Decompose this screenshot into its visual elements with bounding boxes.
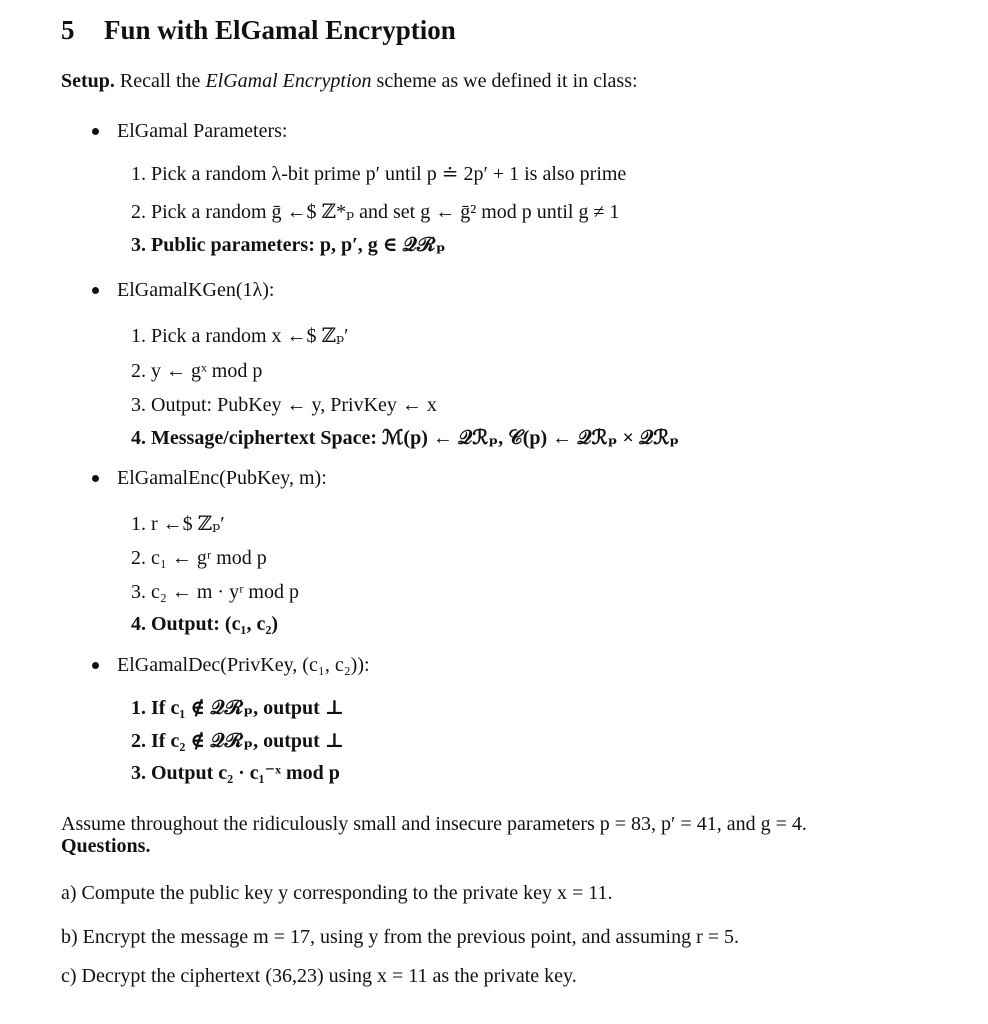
bullet-heading: ElGamalDec(PrivKey, (c₁, c₂)): bbox=[117, 654, 370, 676]
scheme-name: ElGamal Encryption bbox=[205, 70, 372, 92]
bullet-dot bbox=[92, 662, 99, 669]
questions-label: Questions. bbox=[61, 835, 151, 857]
list-item: 4. Message/ciphertext Space: ℳ(p) ← 𝒬ℛₚ, 𝒞(p) ← 𝒬ℛₚ × 𝒬ℛₚ bbox=[131, 427, 680, 449]
list-item: 2. If c₂ ∉ 𝒬ℛₚ, output ⊥ bbox=[131, 730, 345, 752]
question-b: b) Encrypt the message m = 17, using y from the previous point, and assuming r = 5. bbox=[61, 926, 740, 948]
question-a: a) Compute the public key y corresponding to the private key x = 11. bbox=[61, 882, 613, 904]
bullet-elgamal-parameters bbox=[92, 121, 692, 145]
assumption-text: Assume throughout the ridiculously small and insecure parameters p = 83, p′ = 41, and g = 4. bbox=[61, 813, 807, 835]
list-item: 3. c₂ ← m · yʳ mod p bbox=[131, 581, 299, 603]
section-number: 5 bbox=[61, 15, 75, 45]
setup-text-after: scheme as we defined it in class: bbox=[376, 70, 638, 92]
list-item: 1. r ←$ ℤₚ′ bbox=[131, 513, 225, 535]
section-heading bbox=[61, 17, 661, 49]
list-item: 1. Pick a random λ-bit prime p′ until p ≐ 2p′ + 1 is also prime bbox=[131, 163, 627, 185]
question-c: c) Decrypt the ciphertext (36,23) using x = 11 as the private key. bbox=[61, 965, 577, 987]
list-item: 1. If c₁ ∉ 𝒬ℛₚ, output ⊥ bbox=[131, 697, 345, 719]
list-item: 2. c₁ ← gʳ mod p bbox=[131, 547, 267, 569]
bullet-dot bbox=[92, 128, 99, 135]
list-item: 3. Output: PubKey ← y, PrivKey ← x bbox=[131, 394, 437, 416]
setup-text-before: Recall the bbox=[119, 70, 201, 92]
list-item: 4. Output: (c₁, c₂) bbox=[131, 613, 278, 635]
bullet-elgamal-enc bbox=[92, 468, 692, 492]
list-item: 3. Output c₂ · c₁⁻ˣ mod p bbox=[131, 762, 340, 784]
setup-label: Setup. bbox=[61, 70, 115, 92]
setup-paragraph bbox=[61, 71, 638, 91]
bullet-elgamal-dec bbox=[92, 655, 692, 679]
list-item: 2. Pick a random ḡ ←$ ℤ*ₚ and set g ← ḡ² mod p until g ≠ 1 bbox=[131, 201, 620, 223]
list-item: 1. Pick a random x ←$ ℤₚ′ bbox=[131, 325, 349, 347]
section-title: Fun with ElGamal Encryption bbox=[104, 15, 456, 45]
list-item: 3. Public parameters: p, p′, g ∈ 𝒬ℛₚ bbox=[131, 234, 446, 256]
list-item: 2. y ← gˣ mod p bbox=[131, 360, 263, 382]
bullet-dot bbox=[92, 475, 99, 482]
bullet-dot bbox=[92, 287, 99, 294]
bullet-heading: ElGamal Parameters: bbox=[117, 120, 288, 142]
bullet-heading: ElGamalKGen(1λ): bbox=[117, 279, 275, 301]
bullet-elgamal-kgen bbox=[92, 280, 692, 304]
bullet-heading: ElGamalEnc(PubKey, m): bbox=[117, 467, 327, 489]
